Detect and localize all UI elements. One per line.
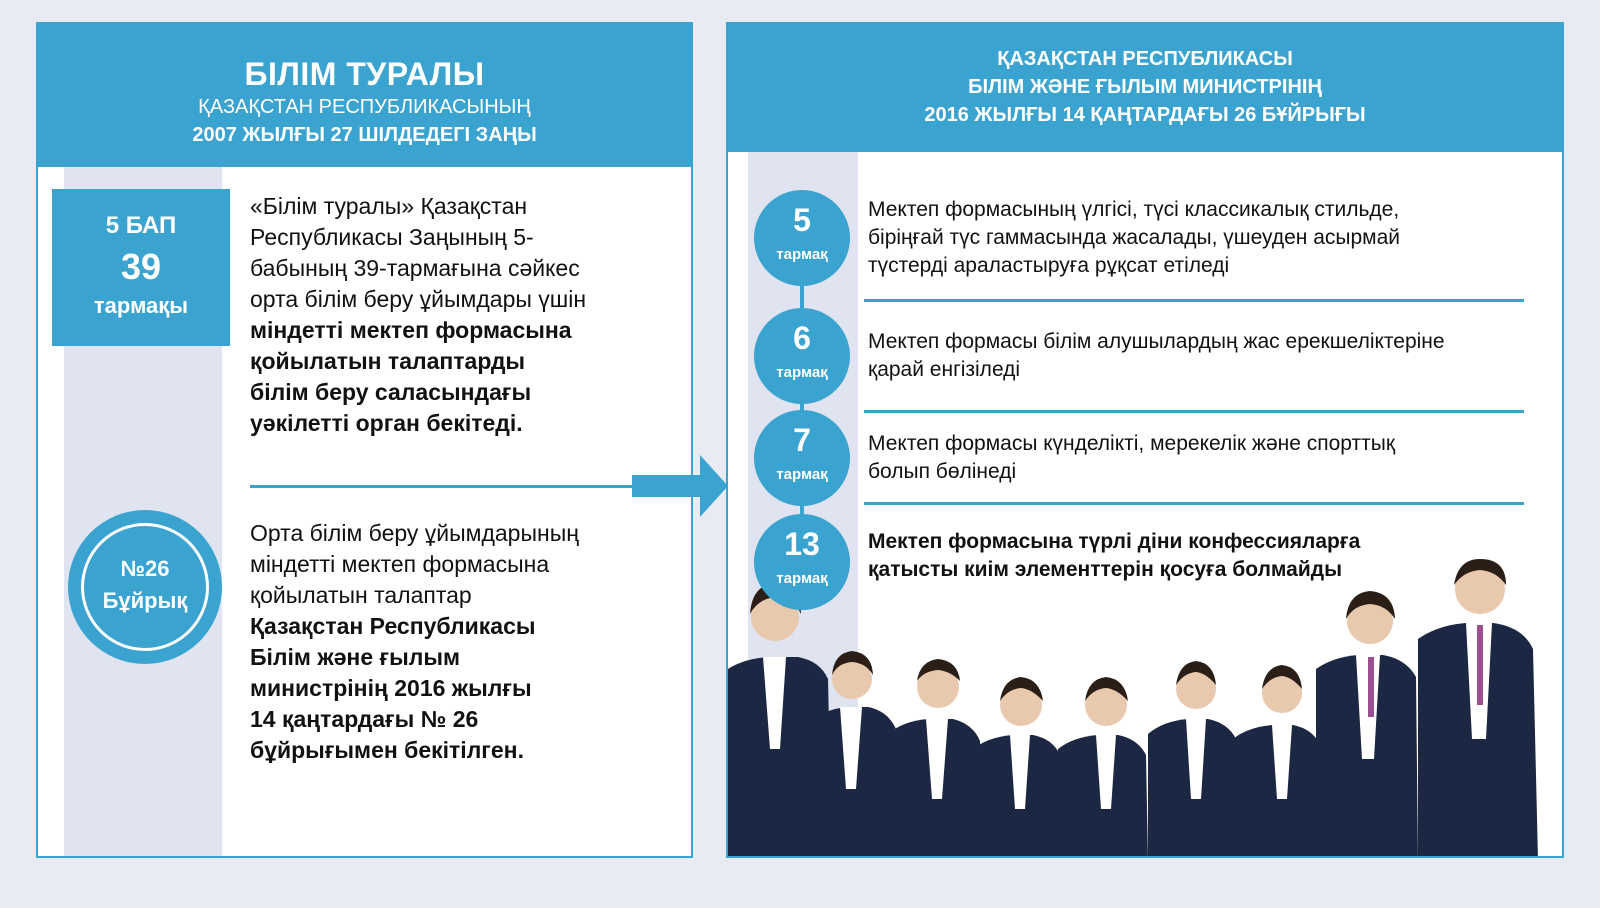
order-badge-ring <box>81 523 209 651</box>
order-paragraph-normal: Орта білім беру ұйымдарының міндетті мектеп формасына қойылатын талаптар <box>250 520 579 608</box>
law-panel <box>36 22 693 858</box>
order-header-line1: ҚАЗАҚСТАН РЕСПУБЛИКАСЫ <box>997 48 1293 70</box>
clause-divider <box>864 502 1524 505</box>
clause-text-7: Мектеп формасы күнделікті, мерекелік және спорттық болып бөлінеді <box>868 432 1396 483</box>
law-date: 2007 ЖЫЛҒЫ 27 ШІЛДЕДЕГІ ЗАҢЫ <box>192 124 537 146</box>
article-badge <box>52 189 230 346</box>
order-paragraph-bold: Қазақстан Республикасы Білім және ғылым министрінің 2016 жылғы 14 қаңтардағы № 26 бұйрығымен бекітілген. <box>250 613 536 763</box>
order-header-line3: 2016 ЖЫЛҒЫ 14 ҚАҢТАРДАҒЫ 26 БҰЙРЫҒЫ <box>924 104 1366 126</box>
clause-divider <box>864 410 1524 413</box>
law-paragraph <box>250 191 670 439</box>
clause-unit: тармақ <box>776 364 828 381</box>
order-paragraph <box>250 518 670 766</box>
law-header <box>38 24 691 167</box>
order-badge <box>68 510 222 664</box>
clause-text-5: Мектеп формасының үлгісі, түсі классикалық стильде, біріңғай түс гаммасында жасалады, үшеуден асырмай түстерді араластыруға рұқсат етіледі <box>868 198 1400 277</box>
left-divider <box>250 485 690 488</box>
arrow-right-icon <box>632 475 704 497</box>
clause-badge-7 <box>754 410 850 506</box>
order-label: Бұйрық <box>102 588 188 613</box>
law-paragraph-normal: «Білім туралы» Қазақстан Республикасы Заңының 5- бабының 39-тармағына сәйкес орта білім беру ұйымдары үшін <box>250 193 587 312</box>
clause-number: 6 <box>793 320 811 356</box>
clause-divider <box>864 299 1524 302</box>
clause-text-13: Мектеп формасына түрлі діни конфессияларға қатысты киім элементтерін қосуға болмайды <box>868 530 1361 581</box>
clause-number: 5 <box>793 202 811 238</box>
article-clause-label: тармақы <box>93 293 189 318</box>
law-title: БІЛІМ ТУРАЛЫ <box>244 56 485 92</box>
order-number: №26 <box>120 556 170 581</box>
order-header-line2: БІЛІМ ЖӘНЕ ҒЫЛЫМ МИНИСТРІНІҢ <box>968 76 1322 98</box>
students-photo <box>728 559 1564 858</box>
clause-number: 13 <box>784 526 820 562</box>
clause-text-6: Мектеп формасы білім алушылардың жас ерекшеліктеріне қарай енгізіледі <box>868 330 1445 381</box>
clause-unit: тармақ <box>776 570 828 587</box>
order-panel <box>726 22 1564 858</box>
article-clause-number: 39 <box>120 246 162 287</box>
order-header <box>728 24 1562 152</box>
law-subtitle: ҚАЗАҚСТАН РЕСПУБЛИКАСЫНЫҢ <box>198 96 531 118</box>
clause-unit: тармақ <box>776 246 828 263</box>
clause-unit: тармақ <box>776 466 828 483</box>
clause-badge-5 <box>754 190 850 286</box>
clause-badge-13 <box>754 514 850 610</box>
arrow-head-icon <box>700 455 728 517</box>
article-label: 5 БАП <box>105 212 177 239</box>
clause-badge-6 <box>754 308 850 404</box>
law-paragraph-bold: міндетті мектеп формасына қойылатын талаптарды білім беру саласындағы уәкілетті орган бекітеді. <box>250 317 572 436</box>
clause-number: 7 <box>793 422 811 458</box>
